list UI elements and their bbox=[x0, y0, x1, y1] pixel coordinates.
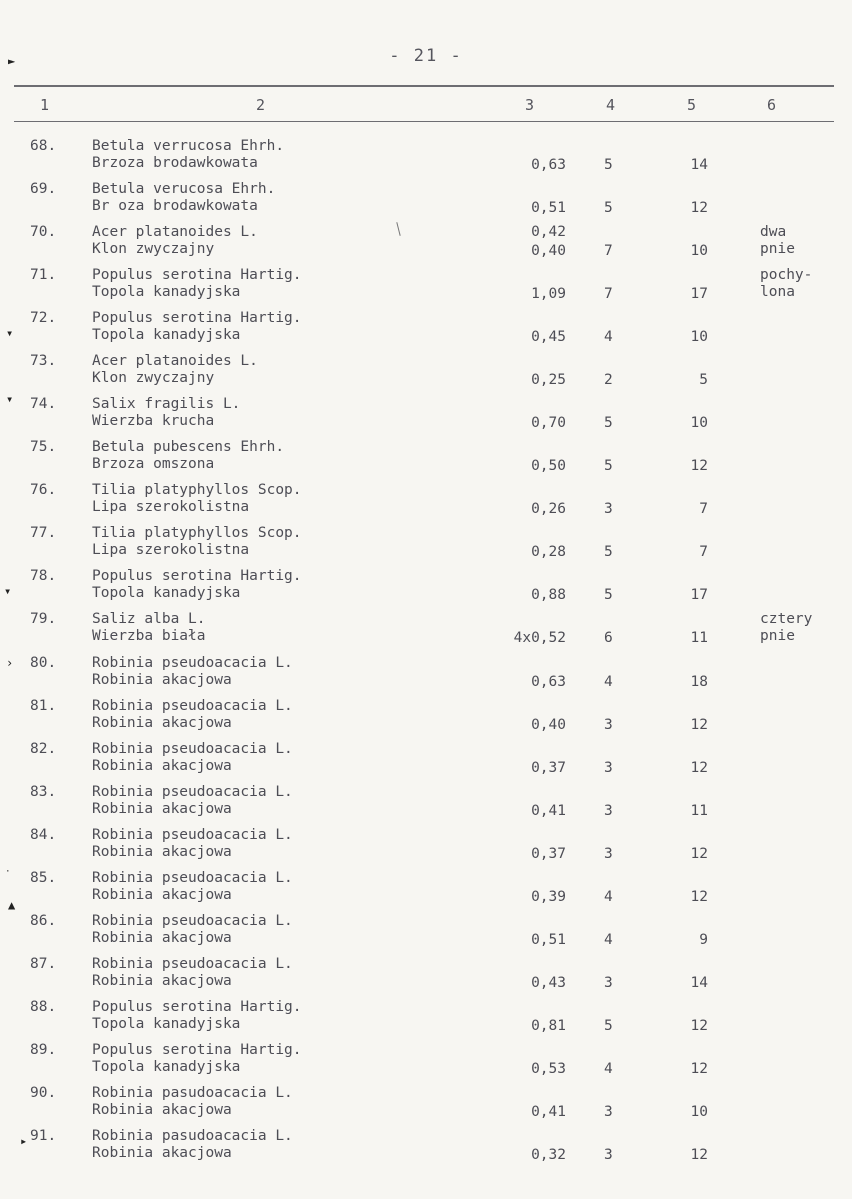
entry-number: 78. bbox=[30, 568, 57, 585]
column-5-value: 5 bbox=[699, 372, 708, 389]
table-row bbox=[0, 1084, 852, 1124]
column-4-value: 4 bbox=[604, 1060, 613, 1077]
latin-name: Populus serotina Hartig. bbox=[92, 267, 302, 284]
column-5-value: 12 bbox=[690, 1146, 708, 1163]
remark-line-1: dwa bbox=[760, 224, 787, 241]
column-5-value: 12 bbox=[690, 1060, 708, 1077]
polish-name: Topola kanadyjska bbox=[92, 284, 241, 301]
table-row bbox=[0, 610, 852, 650]
column-4-value: 3 bbox=[604, 759, 613, 776]
table-row bbox=[0, 654, 852, 694]
margin-mark: ▾ bbox=[6, 392, 14, 406]
table-row bbox=[0, 524, 852, 564]
table-row bbox=[0, 223, 852, 263]
polish-name: Robinia akacjowa bbox=[92, 886, 232, 903]
table-row bbox=[0, 481, 852, 521]
column-3-value: 0,39 bbox=[531, 888, 566, 905]
column-3-value: 0,88 bbox=[531, 587, 566, 604]
table-row bbox=[0, 352, 852, 392]
column-4-value: 5 bbox=[604, 544, 613, 561]
polish-name: Klon zwyczajny bbox=[92, 370, 215, 387]
latin-name: Acer platanoides L. bbox=[92, 224, 258, 241]
margin-mark: ▲ bbox=[8, 898, 16, 912]
column-header-2: 2 bbox=[256, 96, 266, 114]
polish-name: Robinia akacjowa bbox=[92, 972, 232, 989]
column-3-value: 0,51 bbox=[531, 200, 566, 216]
latin-name: Salix fragilis L. bbox=[92, 396, 241, 413]
entry-number: 71. bbox=[30, 267, 57, 284]
entry-number: 72. bbox=[30, 310, 57, 327]
column-3-value: 0,51 bbox=[531, 931, 566, 948]
margin-mark: › bbox=[6, 656, 14, 670]
entry-number: 73. bbox=[30, 353, 57, 370]
entry-number: 86. bbox=[30, 912, 57, 929]
latin-name: Betula verucosa Ehrh. bbox=[92, 181, 276, 197]
column-3-value: 4x0,52 bbox=[513, 630, 566, 647]
column-3-value: 1,09 bbox=[531, 286, 566, 303]
polish-name: Robinia akacjowa bbox=[92, 1144, 232, 1161]
page-number: - 21 - bbox=[389, 46, 463, 66]
latin-name: Saliz alba L. bbox=[92, 611, 206, 628]
table-row bbox=[0, 826, 852, 866]
column-3-value: 0,43 bbox=[531, 974, 566, 991]
entry-number: 91. bbox=[30, 1127, 57, 1144]
table-row bbox=[0, 567, 852, 607]
column-header-3: 3 bbox=[525, 96, 535, 114]
column-5-value: 12 bbox=[690, 888, 708, 905]
polish-name: Klon zwyczajny bbox=[92, 241, 215, 258]
polish-name: Robinia akacjowa bbox=[92, 800, 232, 817]
polish-name: Robinia akacjowa bbox=[92, 1101, 232, 1118]
header-top-rule bbox=[14, 85, 834, 87]
latin-name: Robinia pseudoacacia L. bbox=[92, 912, 293, 929]
remark-line-2: pnie bbox=[760, 241, 795, 258]
column-3-value: 0,41 bbox=[531, 802, 566, 819]
latin-name: Robinia pseudoacacia L. bbox=[92, 826, 293, 843]
latin-name: Robinia pseudoacacia L. bbox=[92, 697, 293, 714]
margin-mark: ▸ bbox=[20, 1134, 28, 1148]
polish-name: Robinia akacjowa bbox=[92, 714, 232, 731]
column-3-value: 0,63 bbox=[531, 673, 566, 690]
table-row bbox=[0, 1041, 852, 1081]
polish-name: Br oza brodawkowata bbox=[92, 198, 258, 214]
entry-number: 76. bbox=[30, 482, 57, 499]
latin-name: Betula verrucosa Ehrh. bbox=[92, 138, 285, 154]
entry-number: 85. bbox=[30, 869, 57, 886]
remark-line-2: lona bbox=[760, 284, 795, 301]
latin-name: Robinia pseudoacacia L. bbox=[92, 740, 293, 757]
polish-name: Lipa szerokolistna bbox=[92, 542, 250, 559]
latin-name: Acer platanoides L. bbox=[92, 353, 258, 370]
column-4-value: 4 bbox=[604, 888, 613, 905]
column-5-value: 14 bbox=[690, 157, 708, 173]
latin-name: Robinia pseudoacacia L. bbox=[92, 869, 293, 886]
column-5-value: 17 bbox=[690, 286, 708, 303]
column-3-value: 0,26 bbox=[531, 501, 566, 518]
column-5-value: 12 bbox=[690, 759, 708, 776]
column-5-value: 12 bbox=[690, 716, 708, 733]
header-bottom-rule bbox=[14, 121, 834, 122]
latin-name: Robinia pseudoacacia L. bbox=[92, 654, 293, 671]
column-4-value: 5 bbox=[604, 587, 613, 604]
entry-number: 77. bbox=[30, 525, 57, 542]
latin-name: Robinia pasudoacacia L. bbox=[92, 1127, 293, 1144]
column-header-1: 1 bbox=[40, 96, 50, 114]
column-4-value: 5 bbox=[604, 200, 613, 216]
column-3-value: 0,32 bbox=[531, 1146, 566, 1163]
table-row bbox=[0, 740, 852, 780]
column-5-value: 10 bbox=[690, 415, 708, 432]
polish-name: Wierzba biała bbox=[92, 628, 206, 645]
latin-name: Tilia platyphyllos Scop. bbox=[92, 482, 302, 499]
table-row bbox=[0, 912, 852, 952]
entry-number: 90. bbox=[30, 1084, 57, 1101]
table-row bbox=[0, 1127, 852, 1167]
column-4-value: 5 bbox=[604, 1017, 613, 1034]
entry-number: 75. bbox=[30, 439, 57, 456]
entry-number: 84. bbox=[30, 826, 57, 843]
column-4-value: 3 bbox=[604, 716, 613, 733]
column-3-value: 0,41 bbox=[531, 1103, 566, 1120]
column-3-value: 0,81 bbox=[531, 1017, 566, 1034]
entry-number: 80. bbox=[30, 654, 57, 671]
entry-number: 74. bbox=[30, 396, 57, 413]
polish-name: Brzoza omszona bbox=[92, 456, 215, 473]
column-3-value: 0,45 bbox=[531, 329, 566, 346]
column-3-value: 0,25 bbox=[531, 372, 566, 389]
column-header-4: 4 bbox=[606, 96, 616, 114]
column-3-value: 0,28 bbox=[531, 544, 566, 561]
column-3-value-upper: 0,42 bbox=[531, 224, 566, 241]
entry-number: 89. bbox=[30, 1041, 57, 1058]
table-row bbox=[0, 309, 852, 349]
column-4-value: 3 bbox=[604, 501, 613, 518]
column-4-value: 3 bbox=[604, 974, 613, 991]
polish-name: Topola kanadyjska bbox=[92, 1015, 241, 1032]
polish-name: Topola kanadyjska bbox=[92, 585, 241, 602]
latin-name: Populus serotina Hartig. bbox=[92, 998, 302, 1015]
column-4-value: 3 bbox=[604, 802, 613, 819]
entry-number: 82. bbox=[30, 740, 57, 757]
column-4-value: 4 bbox=[604, 329, 613, 346]
column-5-value: 17 bbox=[690, 587, 708, 604]
margin-mark: ▾ bbox=[4, 584, 12, 598]
entry-number: 87. bbox=[30, 955, 57, 972]
column-4-value: 7 bbox=[604, 243, 613, 260]
latin-name: Robinia pseudoacacia L. bbox=[92, 955, 293, 972]
column-3-value: 0,50 bbox=[531, 458, 566, 475]
entry-number: 83. bbox=[30, 783, 57, 800]
column-5-value: 11 bbox=[690, 630, 708, 647]
table-row bbox=[0, 869, 852, 909]
table-row bbox=[0, 180, 852, 220]
polish-name: Robinia akacjowa bbox=[92, 929, 232, 946]
latin-name: Tilia platyphyllos Scop. bbox=[92, 525, 302, 542]
entry-number: 79. bbox=[30, 611, 57, 628]
polish-name: Robinia akacjowa bbox=[92, 671, 232, 688]
column-5-value: 18 bbox=[690, 673, 708, 690]
remark-line-1: pochy- bbox=[760, 267, 813, 284]
polish-name: Topola kanadyjska bbox=[92, 327, 241, 344]
column-4-value: 5 bbox=[604, 458, 613, 475]
column-3-value: 0,70 bbox=[531, 415, 566, 432]
polish-name: Brzoza brodawkowata bbox=[92, 155, 258, 171]
column-header-6: 6 bbox=[767, 96, 777, 114]
column-5-value: 12 bbox=[690, 200, 708, 216]
column-5-value: 9 bbox=[699, 931, 708, 948]
polish-name: Robinia akacjowa bbox=[92, 843, 232, 860]
entry-number: 88. bbox=[30, 998, 57, 1015]
column-5-value: 10 bbox=[690, 243, 708, 260]
entry-number: 69. bbox=[30, 181, 57, 197]
table-row bbox=[0, 137, 852, 177]
latin-name: Betula pubescens Ehrh. bbox=[92, 439, 285, 456]
margin-mark: ᐝ bbox=[6, 868, 10, 882]
latin-name: Populus serotina Hartig. bbox=[92, 1041, 302, 1058]
column-4-value: 4 bbox=[604, 673, 613, 690]
column-3-value: 0,53 bbox=[531, 1060, 566, 1077]
column-5-value: 12 bbox=[690, 845, 708, 862]
table-row bbox=[0, 395, 852, 435]
column-4-value: 5 bbox=[604, 415, 613, 432]
column-5-value: 7 bbox=[699, 501, 708, 518]
table-row bbox=[0, 697, 852, 737]
margin-mark: ▾ bbox=[6, 326, 14, 340]
table-row bbox=[0, 438, 852, 478]
column-4-value: 3 bbox=[604, 1103, 613, 1120]
column-3-value: 0,37 bbox=[531, 759, 566, 776]
column-4-value: 3 bbox=[604, 845, 613, 862]
column-4-value: 3 bbox=[604, 1146, 613, 1163]
remark-line-2: pnie bbox=[760, 628, 795, 645]
column-5-value: 11 bbox=[690, 802, 708, 819]
polish-name: Robinia akacjowa bbox=[92, 757, 232, 774]
entry-number: 70. bbox=[30, 224, 57, 241]
column-3-value: 0,40 bbox=[531, 243, 566, 260]
polish-name: Wierzba krucha bbox=[92, 413, 215, 430]
polish-name: Topola kanadyjska bbox=[92, 1058, 241, 1075]
entry-number: 81. bbox=[30, 697, 57, 714]
column-4-value: 7 bbox=[604, 286, 613, 303]
table-row bbox=[0, 998, 852, 1038]
entry-number: 68. bbox=[30, 138, 57, 154]
column-header-5: 5 bbox=[687, 96, 697, 114]
column-3-value: 0,40 bbox=[531, 716, 566, 733]
column-4-value: 4 bbox=[604, 931, 613, 948]
margin-mark: ► bbox=[8, 54, 16, 68]
column-3-value: 0,37 bbox=[531, 845, 566, 862]
polish-name: Lipa szerokolistna bbox=[92, 499, 250, 516]
remark-line-1: cztery bbox=[760, 611, 813, 628]
table-row bbox=[0, 266, 852, 306]
latin-name: Populus serotina Hartig. bbox=[92, 310, 302, 327]
column-4-value: 5 bbox=[604, 157, 613, 173]
column-4-value: 6 bbox=[604, 630, 613, 647]
latin-name: Robinia pasudoacacia L. bbox=[92, 1084, 293, 1101]
latin-name: Populus serotina Hartig. bbox=[92, 568, 302, 585]
column-5-value: 7 bbox=[699, 544, 708, 561]
column-5-value: 10 bbox=[690, 1103, 708, 1120]
latin-name: Robinia pseudoacacia L. bbox=[92, 783, 293, 800]
table-row bbox=[0, 783, 852, 823]
column-5-value: 12 bbox=[690, 1017, 708, 1034]
column-5-value: 14 bbox=[690, 974, 708, 991]
column-3-value: 0,63 bbox=[531, 157, 566, 173]
table-row bbox=[0, 955, 852, 995]
column-5-value: 12 bbox=[690, 458, 708, 475]
column-5-value: 10 bbox=[690, 329, 708, 346]
column-4-value: 2 bbox=[604, 372, 613, 389]
